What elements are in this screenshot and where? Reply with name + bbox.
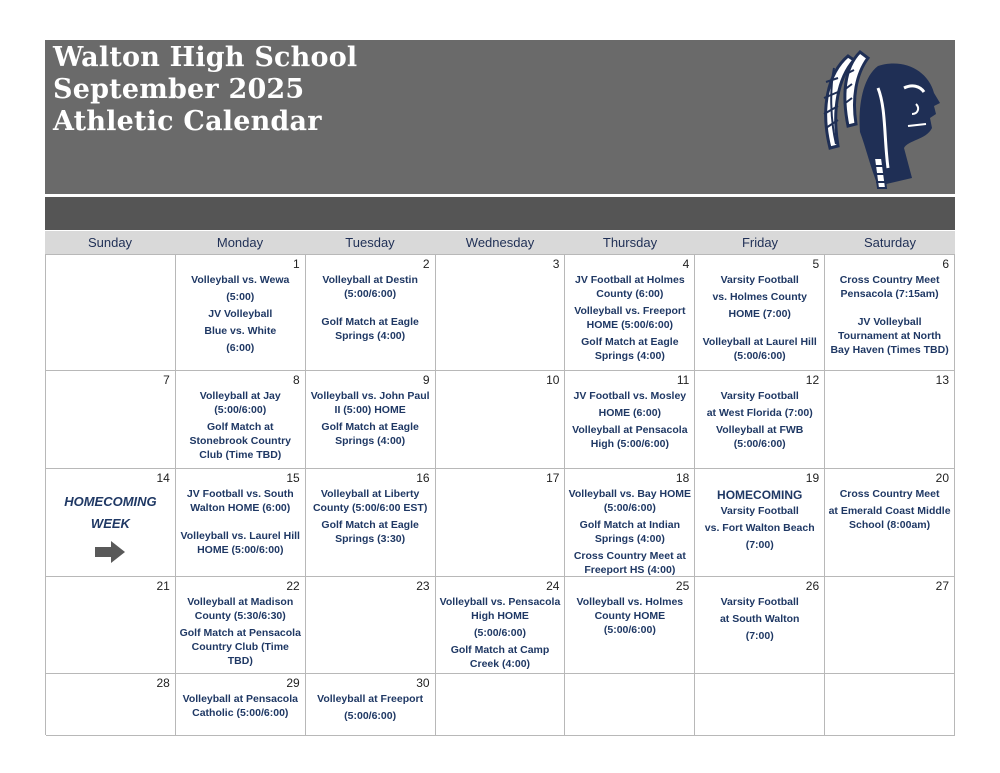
calendar-day-cell [436, 371, 566, 469]
day-number: 29 [286, 676, 300, 690]
calendar-day-cell [176, 469, 306, 577]
event-text: (5:00/6:00) [344, 710, 397, 722]
homecoming-week-label: HOMECOMING WEEK [64, 494, 157, 531]
event-text: (6:00) [226, 342, 255, 354]
event-text: HOME (6:00) [598, 407, 662, 419]
event-text: (7:00) [745, 539, 774, 551]
event-text: Cross Country Meet Pensacola (7:15am) [839, 274, 940, 300]
calendar-day-cell [695, 371, 825, 469]
calendar-day-cell [695, 255, 825, 371]
day-number: 28 [156, 676, 170, 690]
calendar-day-cell [436, 255, 566, 371]
event-text: Volleyball at Jay (5:00/6:00) [199, 390, 281, 416]
event-text: Volleyball at Laurel Hill (5:00/6:00) [702, 336, 817, 362]
calendar-day-cell [306, 674, 436, 736]
day-number: 26 [805, 579, 820, 593]
day-number: 11 [676, 373, 690, 387]
day-number: 4 [682, 257, 690, 271]
event-text: JV Volleyball Tournament at North Bay Haven (Times TBD) [830, 316, 949, 356]
calendar-day-cell [825, 469, 955, 577]
event-text: Golf Match at Eagle Springs (4:00) [581, 336, 679, 362]
calendar-day-cell [46, 255, 176, 371]
event-text: Golf Match at Indian Springs (4:00) [579, 519, 681, 545]
day-number: 10 [546, 373, 560, 387]
event-text: (7:00) [745, 630, 774, 642]
event-text: Volleyball vs. Pensacola High HOME [439, 596, 561, 622]
event-text: Volleyball at Pensacola High (5:00/6:00) [572, 424, 688, 450]
day-number: 20 [935, 471, 949, 485]
day-number: 27 [935, 579, 949, 593]
calendar-day-cell [176, 674, 306, 736]
day-number: 12 [805, 373, 820, 387]
native-chief-mascot-logo-icon [808, 48, 948, 194]
calendar-grid [45, 254, 955, 735]
page-title [53, 42, 357, 138]
calendar-day-cell [825, 674, 955, 736]
weekday-label: Saturday [863, 235, 917, 250]
day-number: 15 [286, 471, 300, 485]
event-text: Golf Match at Pensacola Country Club (Time TBD) [179, 627, 301, 667]
event-text: Blue vs. White [204, 325, 277, 337]
calendar-day-cell [695, 577, 825, 674]
event-text: Varsity Football [720, 274, 799, 286]
day-number: 9 [422, 373, 430, 387]
title-month: September 2025 [53, 74, 305, 105]
calendar-day-cell [46, 577, 176, 674]
event-text: Volleyball vs. Freeport HOME (5:00/6:00) [574, 305, 686, 331]
event-text: Volleyball vs. Laurel Hill HOME (5:00/6:00) [180, 530, 300, 556]
weekday-header [45, 231, 955, 254]
homecoming-label: HOMECOMING [717, 488, 803, 502]
header-subbar [45, 197, 955, 230]
event-text: at Emerald Coast Middle School (8:00am) [828, 505, 951, 531]
day-number: 13 [935, 373, 949, 387]
event-text: (5:00) [226, 291, 255, 303]
event-text: Volleyball at FWB (5:00/6:00) [716, 424, 804, 450]
event-text: vs. Holmes County [712, 291, 807, 303]
event-text: JV Volleyball [208, 308, 273, 320]
event-text: JV Football at Holmes County (6:00) [575, 274, 685, 300]
weekday-label: Friday [741, 235, 779, 250]
calendar-day-cell [695, 469, 825, 577]
weekday-label: Sunday [87, 235, 133, 250]
weekday-label: Thursday [602, 235, 658, 250]
event-text: Volleyball at Destin (5:00/6:00) [322, 274, 418, 300]
day-number: 25 [675, 579, 690, 593]
event-text: Golf Match at Stonebrook Country Club (Time TBD) [189, 421, 292, 461]
calendar-day-cell [565, 371, 695, 469]
event-text: Varsity Football [720, 596, 799, 608]
day-number: 18 [675, 471, 690, 485]
calendar-day-cell [436, 469, 566, 577]
calendar-day-cell [306, 255, 436, 371]
day-number: 2 [422, 257, 430, 271]
weekday-label: Wednesday [465, 235, 535, 250]
calendar-day-cell [436, 577, 566, 674]
calendar-day-cell [825, 255, 955, 371]
day-number: 3 [552, 257, 560, 271]
day-number: 16 [416, 471, 430, 485]
calendar-day-cell [176, 371, 306, 469]
event-text: Cross Country Meet at Freeport HS (4:00) [573, 550, 686, 576]
calendar-day-cell [176, 255, 306, 371]
calendar-day-cell [565, 255, 695, 371]
right-arrow-icon [95, 541, 125, 563]
event-text: Volleyball vs. Holmes County HOME (5:00/6:00) [576, 596, 684, 636]
calendar-day-cell [306, 371, 436, 469]
title-calendar: Athletic Calendar [53, 106, 322, 137]
calendar-day-cell [176, 577, 306, 674]
event-text: Golf Match at Eagle Springs (3:30) [321, 519, 419, 545]
calendar-day-cell [46, 469, 176, 577]
calendar-day-cell [306, 469, 436, 577]
event-text: Volleyball vs. John Paul II (5:00) HOME [310, 390, 430, 416]
event-text: Volleyball at Liberty County (5:00/6:00 EST) [312, 488, 428, 514]
event-text: JV Football vs. South Walton HOME (6:00) [186, 488, 294, 514]
event-text: Volleyball at Pensacola Catholic (5:00/6:00) [182, 693, 298, 719]
event-text: vs. Fort Walton Beach [704, 522, 815, 534]
event-text: at South Walton [719, 613, 800, 625]
day-number: 22 [286, 579, 300, 593]
event-text: Volleyball at Madison County (5:30/6:30) [187, 596, 294, 622]
event-text: Volleyball vs. Wewa [191, 274, 290, 286]
day-number: 1 [293, 257, 300, 271]
calendar-day-cell [695, 674, 825, 736]
event-text: at West Florida (7:00) [706, 407, 813, 419]
event-text: Volleyball vs. Bay HOME (5:00/6:00) [568, 488, 692, 514]
calendar-day-cell [46, 371, 176, 469]
event-text: (5:00/6:00) [474, 627, 526, 639]
calendar-day-cell [46, 674, 176, 736]
event-text: Golf Match at Camp Creek (4:00) [450, 644, 550, 670]
day-number: 17 [546, 471, 560, 485]
day-number: 14 [156, 471, 170, 485]
day-number: 6 [942, 257, 949, 271]
weekday-label: Tuesday [345, 235, 395, 250]
weekday-label: Monday [216, 235, 264, 250]
day-number: 30 [416, 676, 430, 690]
event-text: Volleyball at Freeport [317, 693, 424, 705]
day-number: 24 [546, 579, 560, 593]
event-text: Varsity Football [720, 390, 799, 402]
day-number: 5 [812, 257, 820, 271]
calendar-day-cell [565, 577, 695, 674]
title-school: Walton High School [53, 42, 358, 73]
calendar-day-cell [436, 674, 566, 736]
event-text: Golf Match at Eagle Springs (4:00) [321, 421, 419, 447]
calendar-day-cell [825, 371, 955, 469]
day-number: 8 [293, 373, 300, 387]
calendar-day-cell [565, 469, 695, 577]
calendar-day-cell [825, 577, 955, 674]
calendar-day-cell [306, 577, 436, 674]
day-number: 7 [163, 373, 170, 387]
day-number: 21 [156, 579, 170, 593]
event-text: JV Football vs. Mosley [573, 390, 687, 402]
day-number: 23 [416, 579, 430, 593]
event-text: HOME (7:00) [728, 308, 791, 320]
event-text: Golf Match at Eagle Springs (4:00) [321, 316, 419, 342]
calendar-day-cell [565, 674, 695, 736]
event-text: Varsity Football [720, 505, 799, 517]
day-number: 19 [805, 471, 820, 485]
event-text: Cross Country Meet [839, 488, 940, 500]
